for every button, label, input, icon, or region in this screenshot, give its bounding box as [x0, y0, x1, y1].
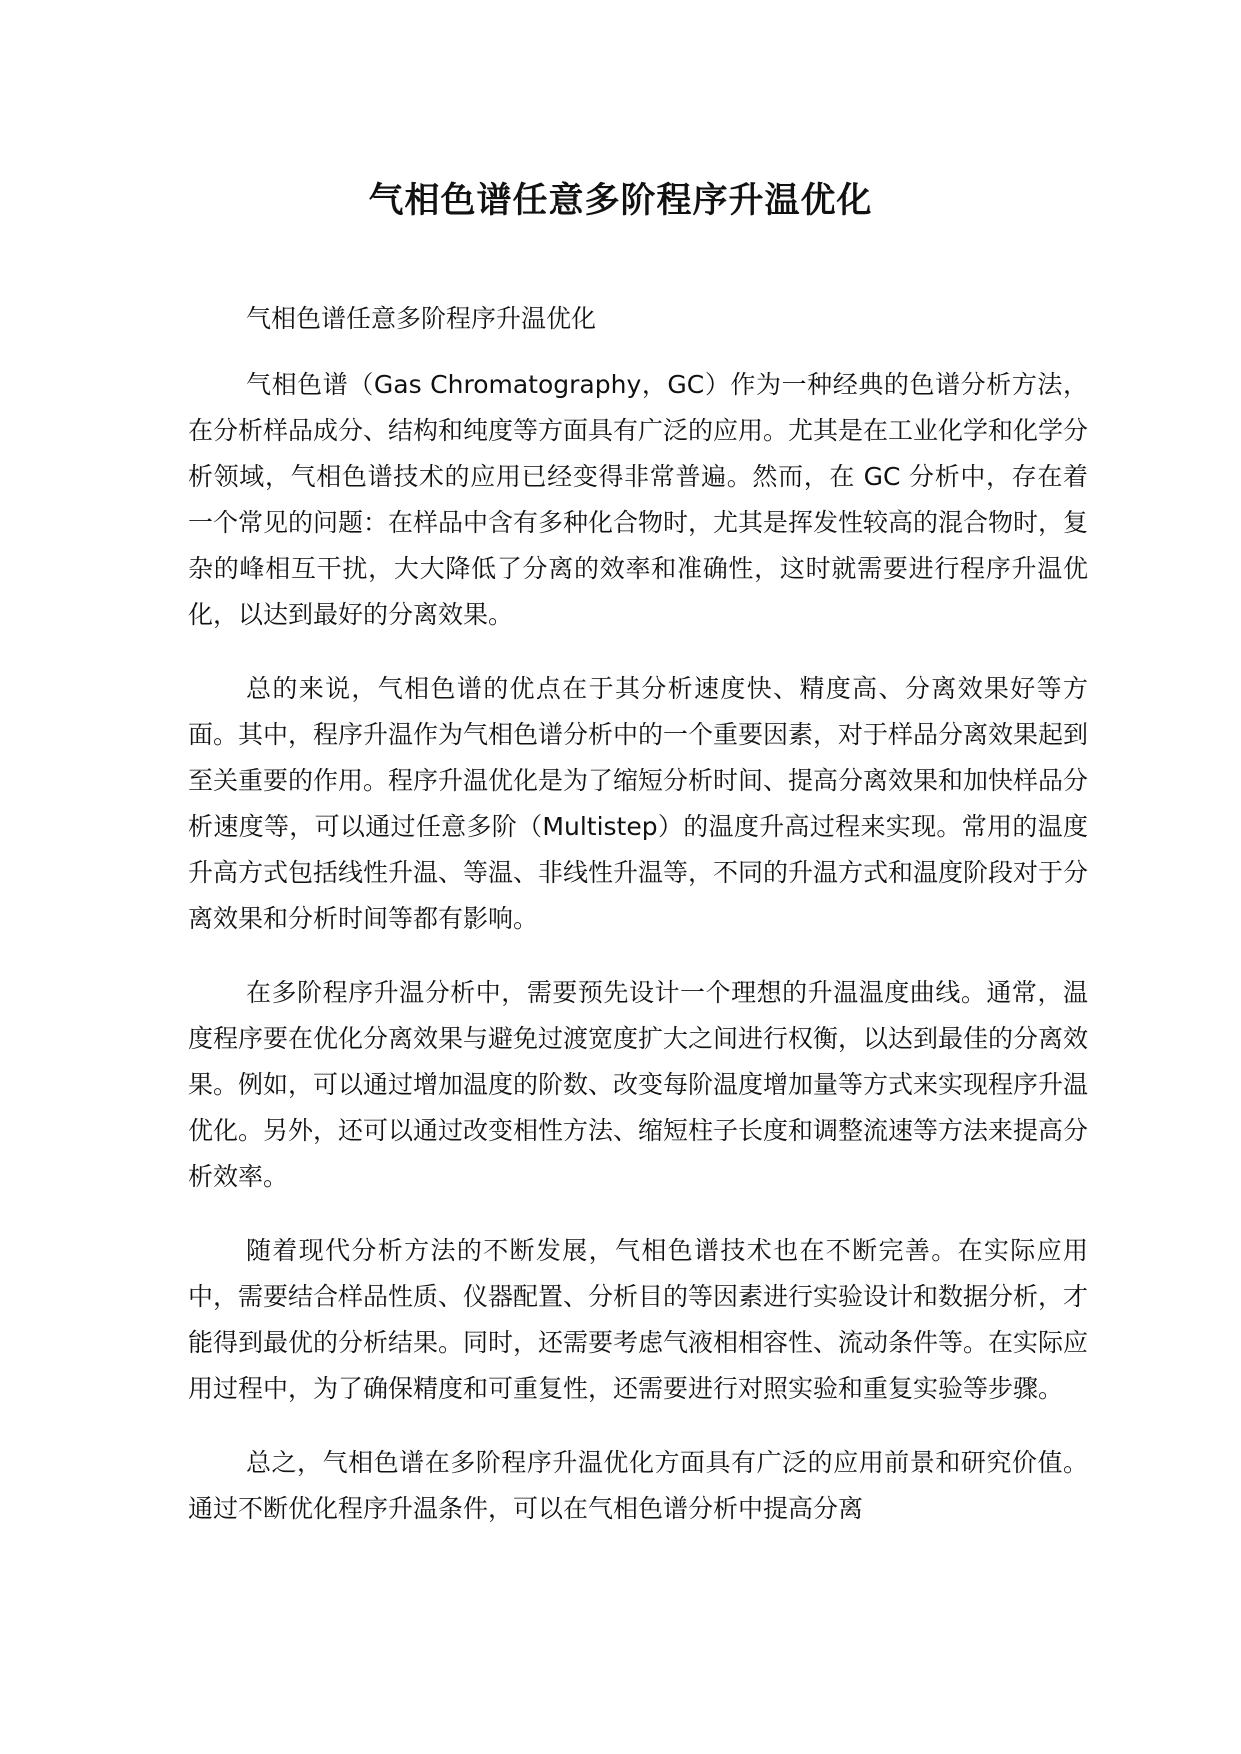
paragraph-conclusion: 总之，气相色谱在多阶程序升温优化方面具有广泛的应用前景和研究价值。通过不断优化程序升温条件，可以在气相色谱分析中提高分离: [188, 1448, 1088, 1523]
paragraph-development: 随着现代分析方法的不断发展，气相色谱技术也在不断完善。在实际应用中，需要结合样品性质、仪器配置、分析目的等因素进行实验设计和数据分析，才能得到最优的分析结果。同时，还需要考虑气液相相容性、流动条件等。在实际应用过程中，为了确保精度和可重复性，还需要进行对照实验和重复实验等步骤。: [188, 1236, 1089, 1403]
document-title: 气相色谱任意多阶程序升温优化: [368, 181, 873, 221]
document-body: [188, 296, 1088, 1560]
paragraph-subtitle: 气相色谱任意多阶程序升温优化: [246, 304, 597, 333]
paragraph-intro: 气相色谱（Gas Chromatography，GC）作为一种经典的色谱分析方法，在分析样品成分、结构和纯度等方面具有广泛的应用。尤其是在工业化学和化学分析领域，气相色谱技术的应用已经变得非常普遍。然而，在 GC 分析中，存在着一个常见的问题：在样品中含有多种化合物时，尤其是挥发性较高的混合物时，复杂的峰相互干扰，大大降低了分离的效率和准确性，这时就需要进行程序升温优化，以达到最好的分离效果。: [188, 370, 1089, 629]
paragraph-advantages: 总的来说，气相色谱的优点在于其分析速度快、精度高、分离效果好等方面。其中，程序升温作为气相色谱分析中的一个重要因素，对于样品分离效果起到至关重要的作用。程序升温优化是为了缩短分析时间、提高分离效果和加快样品分析速度等，可以通过任意多阶（Multistep）的温度升高过程来实现。常用的温度升高方式包括线性升温、等温、非线性升温等，不同的升温方式和温度阶段对于分离效果和分析时间等都有影响。: [188, 674, 1089, 933]
paragraph-multistep: 在多阶程序升温分析中，需要预先设计一个理想的升温温度曲线。通常，温度程序要在优化分离效果与避免过渡宽度扩大之间进行权衡，以达到最佳的分离效果。例如，可以通过增加温度的阶数、改变每阶温度增加量等方式来实现程序升温优化。另外，还可以通过改变相性方法、缩短柱子长度和调整流速等方法来提高分析效率。: [188, 978, 1089, 1191]
